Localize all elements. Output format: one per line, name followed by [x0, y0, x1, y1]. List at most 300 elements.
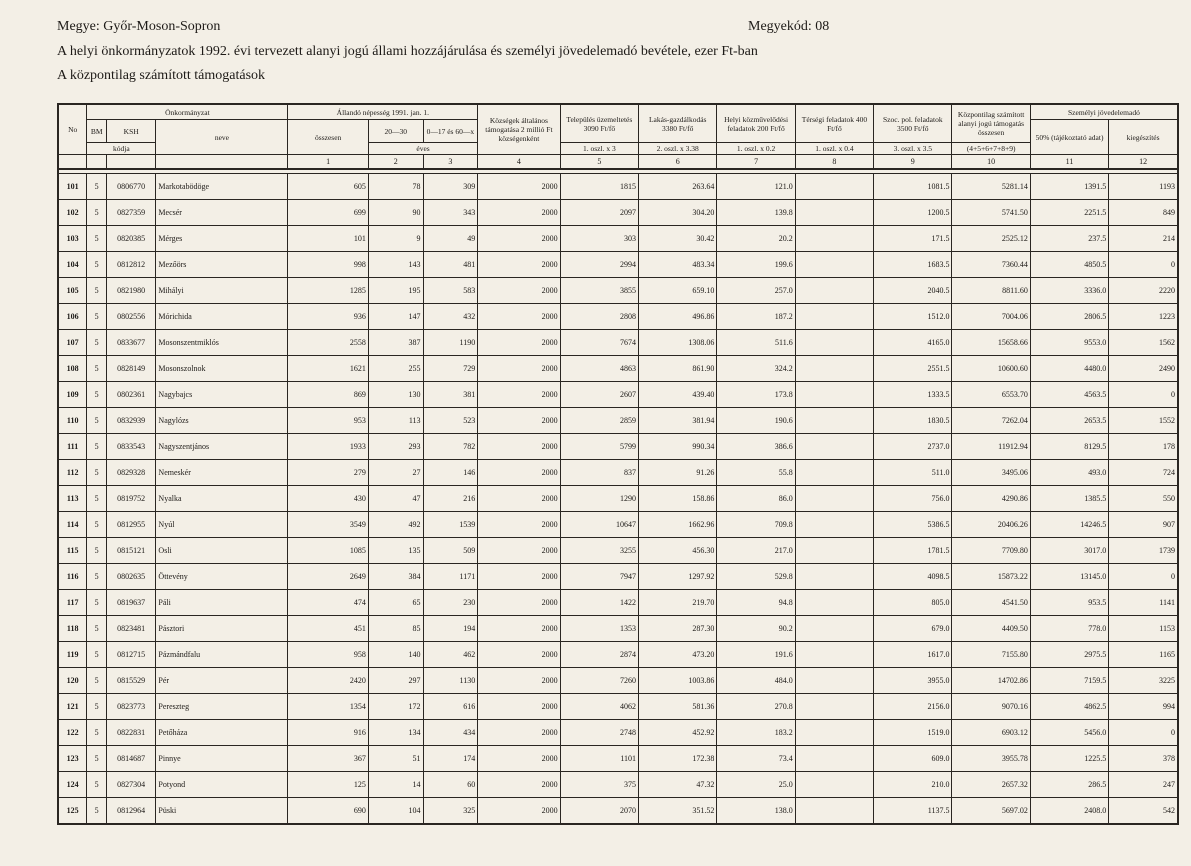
- population-total-cell: 916: [288, 720, 368, 746]
- col-4-header: Községek általános támogatása 2 millió Ft községenként: [478, 104, 560, 155]
- settlement-operation-cell: 4062: [560, 694, 638, 720]
- population-20-30-cell: 47: [368, 486, 423, 512]
- population-20-30-cell: 104: [368, 798, 423, 825]
- row-number-cell: 117: [58, 590, 87, 616]
- social-policy-cell: 5386.5: [874, 512, 952, 538]
- population-total-cell: 125: [288, 772, 368, 798]
- municipality-name-cell: Pázmándfalu: [156, 642, 288, 668]
- social-policy-cell: 1683.5: [874, 252, 952, 278]
- supplement-cell: 1552: [1109, 408, 1178, 434]
- ksh-code-cell: 0833677: [106, 330, 155, 356]
- regional-tasks-cell: [795, 590, 873, 616]
- local-culture-cell: 94.8: [717, 590, 795, 616]
- village-support-cell: 2000: [478, 382, 560, 408]
- pit-50-percent-cell: 8129.5: [1030, 434, 1108, 460]
- supplement-cell: 542: [1109, 798, 1178, 825]
- municipality-name-cell: Mezőörs: [156, 252, 288, 278]
- col-1-header: összesen: [288, 120, 368, 155]
- village-support-cell: 2000: [478, 304, 560, 330]
- population-0-17-60-cell: 1539: [423, 512, 478, 538]
- municipality-name-cell: Pereszteg: [156, 694, 288, 720]
- municipality-name-cell: Osli: [156, 538, 288, 564]
- regional-tasks-cell: [795, 798, 873, 825]
- local-culture-cell: 386.6: [717, 434, 795, 460]
- population-0-17-60-cell: 583: [423, 278, 478, 304]
- bm-code-cell: 5: [87, 330, 107, 356]
- col-ksh-blank: [106, 155, 155, 170]
- population-total-cell: 936: [288, 304, 368, 330]
- supplement-cell: 1562: [1109, 330, 1178, 356]
- central-total-cell: 10600.60: [952, 356, 1030, 382]
- pit-50-percent-cell: 4480.0: [1030, 356, 1108, 382]
- settlement-operation-cell: 5799: [560, 434, 638, 460]
- bm-code-cell: 5: [87, 512, 107, 538]
- village-support-cell: 2000: [478, 590, 560, 616]
- social-policy-cell: 210.0: [874, 772, 952, 798]
- supplement-cell: 3225: [1109, 668, 1178, 694]
- population-0-17-60-cell: 509: [423, 538, 478, 564]
- col-name-blank: [156, 155, 288, 170]
- bm-code-cell: 5: [87, 798, 107, 825]
- bm-code-cell: 5: [87, 590, 107, 616]
- supplement-cell: 849: [1109, 200, 1178, 226]
- population-20-30-cell: 195: [368, 278, 423, 304]
- population-0-17-60-cell: 729: [423, 356, 478, 382]
- ksh-code-cell: 0819752: [106, 486, 155, 512]
- col-number-4: 4: [478, 155, 560, 170]
- row-number-cell: 101: [58, 174, 87, 200]
- settlement-operation-cell: 2097: [560, 200, 638, 226]
- ksh-code-cell: 0814687: [106, 746, 155, 772]
- social-policy-cell: 1137.5: [874, 798, 952, 825]
- population-total-cell: 279: [288, 460, 368, 486]
- population-0-17-60-cell: 146: [423, 460, 478, 486]
- municipality-name-cell: Nemeskér: [156, 460, 288, 486]
- supplement-cell: 1141: [1109, 590, 1178, 616]
- table-row: [58, 798, 1178, 825]
- social-policy-cell: 1081.5: [874, 174, 952, 200]
- table-row: [58, 174, 1178, 200]
- regional-tasks-cell: [795, 642, 873, 668]
- col-8-formula: 1. oszl. x 0.4: [795, 143, 873, 155]
- population-total-cell: 2558: [288, 330, 368, 356]
- local-culture-cell: 73.4: [717, 746, 795, 772]
- col-ksh-header: KSH: [106, 120, 155, 143]
- ksh-code-cell: 0827359: [106, 200, 155, 226]
- regional-tasks-cell: [795, 434, 873, 460]
- col-no-blank: [58, 155, 87, 170]
- village-support-cell: 2000: [478, 252, 560, 278]
- housing-cell: 473.20: [639, 642, 717, 668]
- population-0-17-60-cell: 381: [423, 382, 478, 408]
- central-total-cell: 15873.22: [952, 564, 1030, 590]
- row-number-cell: 121: [58, 694, 87, 720]
- ksh-code-cell: 0812955: [106, 512, 155, 538]
- row-number-cell: 112: [58, 460, 87, 486]
- row-number-cell: 119: [58, 642, 87, 668]
- regional-tasks-cell: [795, 226, 873, 252]
- local-culture-cell: 25.0: [717, 772, 795, 798]
- col-number-9: 9: [874, 155, 952, 170]
- population-0-17-60-cell: 1130: [423, 668, 478, 694]
- population-total-cell: 953: [288, 408, 368, 434]
- population-20-30-cell: 113: [368, 408, 423, 434]
- supplement-cell: 550: [1109, 486, 1178, 512]
- central-total-cell: 3495.06: [952, 460, 1030, 486]
- population-20-30-cell: 387: [368, 330, 423, 356]
- col-number-12: 12: [1109, 155, 1178, 170]
- settlement-operation-cell: 7947: [560, 564, 638, 590]
- housing-cell: 439.40: [639, 382, 717, 408]
- col-7-formula: 1. oszl. x 0.2: [717, 143, 795, 155]
- regional-tasks-cell: [795, 512, 873, 538]
- supplement-cell: 0: [1109, 720, 1178, 746]
- population-20-30-cell: 147: [368, 304, 423, 330]
- table-row: [58, 278, 1178, 304]
- population-total-cell: 101: [288, 226, 368, 252]
- housing-cell: 263.64: [639, 174, 717, 200]
- village-support-cell: 2000: [478, 200, 560, 226]
- population-total-cell: 690: [288, 798, 368, 825]
- pit-50-percent-cell: 286.5: [1030, 772, 1108, 798]
- population-0-17-60-cell: 1190: [423, 330, 478, 356]
- population-0-17-60-cell: 1171: [423, 564, 478, 590]
- local-culture-cell: 90.2: [717, 616, 795, 642]
- table-row: [58, 720, 1178, 746]
- col-code-header: kódja: [87, 143, 156, 155]
- supplement-cell: 1739: [1109, 538, 1178, 564]
- municipality-name-cell: Páli: [156, 590, 288, 616]
- bm-code-cell: 5: [87, 304, 107, 330]
- row-number-cell: 103: [58, 226, 87, 252]
- central-total-cell: 5741.50: [952, 200, 1030, 226]
- col-7-header: Helyi közművelődési feladatok 200 Ft/fő: [717, 104, 795, 143]
- municipality-name-cell: Mosonszolnok: [156, 356, 288, 382]
- row-number-cell: 114: [58, 512, 87, 538]
- housing-cell: 1662.96: [639, 512, 717, 538]
- municipality-name-cell: Mecsér: [156, 200, 288, 226]
- social-policy-cell: 4165.0: [874, 330, 952, 356]
- col-10-header: Központilag számított alanyi jogú támogatás összesen: [952, 104, 1030, 143]
- municipality-name-cell: Nyúl: [156, 512, 288, 538]
- population-0-17-60-cell: 230: [423, 590, 478, 616]
- table-row: [58, 590, 1178, 616]
- ksh-code-cell: 0833543: [106, 434, 155, 460]
- col-number-2: 2: [368, 155, 423, 170]
- population-total-cell: 1085: [288, 538, 368, 564]
- population-total-cell: 869: [288, 382, 368, 408]
- population-0-17-60-cell: 782: [423, 434, 478, 460]
- village-support-cell: 2000: [478, 486, 560, 512]
- ksh-code-cell: 0821980: [106, 278, 155, 304]
- regional-tasks-cell: [795, 408, 873, 434]
- ksh-code-cell: 0832939: [106, 408, 155, 434]
- bm-code-cell: 5: [87, 408, 107, 434]
- bm-code-cell: 5: [87, 746, 107, 772]
- pit-50-percent-cell: 2408.0: [1030, 798, 1108, 825]
- municipality-name-cell: Mórichida: [156, 304, 288, 330]
- village-support-cell: 2000: [478, 694, 560, 720]
- ksh-code-cell: 0812964: [106, 798, 155, 825]
- housing-cell: 861.90: [639, 356, 717, 382]
- settlement-operation-cell: 1290: [560, 486, 638, 512]
- municipality-name-cell: Mosonszentmiklós: [156, 330, 288, 356]
- settlement-operation-cell: 837: [560, 460, 638, 486]
- municipality-name-cell: Püski: [156, 798, 288, 825]
- pit-50-percent-cell: 2806.5: [1030, 304, 1108, 330]
- table-row: [58, 642, 1178, 668]
- central-total-cell: 14702.86: [952, 668, 1030, 694]
- village-support-cell: 2000: [478, 460, 560, 486]
- population-total-cell: 1354: [288, 694, 368, 720]
- ksh-code-cell: 0802556: [106, 304, 155, 330]
- village-support-cell: 2000: [478, 798, 560, 825]
- supplement-cell: 0: [1109, 564, 1178, 590]
- col-years-header: éves: [368, 143, 477, 155]
- local-culture-cell: 484.0: [717, 668, 795, 694]
- row-number-cell: 106: [58, 304, 87, 330]
- housing-cell: 496.86: [639, 304, 717, 330]
- regional-tasks-cell: [795, 772, 873, 798]
- regional-tasks-cell: [795, 330, 873, 356]
- row-number-cell: 123: [58, 746, 87, 772]
- village-support-cell: 2000: [478, 278, 560, 304]
- housing-cell: 381.94: [639, 408, 717, 434]
- bm-code-cell: 5: [87, 538, 107, 564]
- local-culture-cell: 139.8: [717, 200, 795, 226]
- pit-50-percent-cell: 493.0: [1030, 460, 1108, 486]
- row-number-cell: 107: [58, 330, 87, 356]
- table-row: [58, 200, 1178, 226]
- col-6-header: Lakás-gazdálkodás 3380 Ft/fő: [639, 104, 717, 143]
- population-20-30-cell: 134: [368, 720, 423, 746]
- table-row: [58, 408, 1178, 434]
- population-20-30-cell: 140: [368, 642, 423, 668]
- municipality-name-cell: Nagylózs: [156, 408, 288, 434]
- local-culture-cell: 511.6: [717, 330, 795, 356]
- ksh-code-cell: 0815121: [106, 538, 155, 564]
- settlement-operation-cell: 4863: [560, 356, 638, 382]
- population-total-cell: 451: [288, 616, 368, 642]
- regional-tasks-cell: [795, 356, 873, 382]
- table-row: [58, 356, 1178, 382]
- municipality-name-cell: Öttevény: [156, 564, 288, 590]
- table-row: [58, 564, 1178, 590]
- settlement-operation-cell: 2607: [560, 382, 638, 408]
- pit-50-percent-cell: 9553.0: [1030, 330, 1108, 356]
- social-policy-cell: 1830.5: [874, 408, 952, 434]
- population-0-17-60-cell: 616: [423, 694, 478, 720]
- table-row: [58, 434, 1178, 460]
- housing-cell: 1308.06: [639, 330, 717, 356]
- pit-50-percent-cell: 1385.5: [1030, 486, 1108, 512]
- population-0-17-60-cell: 194: [423, 616, 478, 642]
- social-policy-cell: 2737.0: [874, 434, 952, 460]
- municipality-name-cell: Nagybajcs: [156, 382, 288, 408]
- col-11-header: 50% (tájékoztató adat): [1030, 120, 1108, 155]
- ksh-code-cell: 0823773: [106, 694, 155, 720]
- bm-code-cell: 5: [87, 278, 107, 304]
- central-total-cell: 7004.06: [952, 304, 1030, 330]
- ksh-code-cell: 0828149: [106, 356, 155, 382]
- population-20-30-cell: 135: [368, 538, 423, 564]
- table-row: [58, 460, 1178, 486]
- population-total-cell: 1285: [288, 278, 368, 304]
- settlement-operation-cell: 1101: [560, 746, 638, 772]
- local-culture-cell: 324.2: [717, 356, 795, 382]
- row-number-cell: 116: [58, 564, 87, 590]
- population-20-30-cell: 85: [368, 616, 423, 642]
- row-number-cell: 105: [58, 278, 87, 304]
- housing-cell: 30.42: [639, 226, 717, 252]
- col-9-header: Szoc. pol. feladatok 3500 Ft/fő: [874, 104, 952, 143]
- col-10-formula: (4+5+6+7+8+9): [952, 143, 1030, 155]
- central-total-cell: 3955.78: [952, 746, 1030, 772]
- pit-50-percent-cell: 2975.5: [1030, 642, 1108, 668]
- row-number-cell: 120: [58, 668, 87, 694]
- settlement-operation-cell: 2859: [560, 408, 638, 434]
- population-0-17-60-cell: 432: [423, 304, 478, 330]
- ksh-code-cell: 0802361: [106, 382, 155, 408]
- col-2-header: 20—30: [368, 120, 423, 143]
- local-culture-cell: 199.6: [717, 252, 795, 278]
- population-total-cell: 3549: [288, 512, 368, 538]
- ksh-code-cell: 0806770: [106, 174, 155, 200]
- local-culture-cell: 190.6: [717, 408, 795, 434]
- row-number-cell: 111: [58, 434, 87, 460]
- col-5-header: Település üzemeltetés 3090 Ft/fő: [560, 104, 638, 143]
- table-row: [58, 668, 1178, 694]
- population-20-30-cell: 172: [368, 694, 423, 720]
- regional-tasks-cell: [795, 720, 873, 746]
- ksh-code-cell: 0827304: [106, 772, 155, 798]
- regional-tasks-cell: [795, 746, 873, 772]
- pit-50-percent-cell: 1225.5: [1030, 746, 1108, 772]
- pit-50-percent-cell: 13145.0: [1030, 564, 1108, 590]
- population-total-cell: 430: [288, 486, 368, 512]
- col-number-3: 3: [423, 155, 478, 170]
- regional-tasks-cell: [795, 304, 873, 330]
- central-total-cell: 15658.66: [952, 330, 1030, 356]
- social-policy-cell: 171.5: [874, 226, 952, 252]
- central-total-cell: 7709.80: [952, 538, 1030, 564]
- local-culture-cell: 138.0: [717, 798, 795, 825]
- ksh-code-cell: 0822831: [106, 720, 155, 746]
- table-row: [58, 330, 1178, 356]
- municipality-name-cell: Mérges: [156, 226, 288, 252]
- ksh-code-cell: 0812715: [106, 642, 155, 668]
- housing-cell: 452.92: [639, 720, 717, 746]
- ksh-code-cell: 0829328: [106, 460, 155, 486]
- settlement-operation-cell: 2874: [560, 642, 638, 668]
- social-policy-cell: 1333.5: [874, 382, 952, 408]
- local-culture-cell: 55.8: [717, 460, 795, 486]
- municipality-name-cell: Potyond: [156, 772, 288, 798]
- municipality-name-cell: Markotabödöge: [156, 174, 288, 200]
- row-number-cell: 113: [58, 486, 87, 512]
- population-0-17-60-cell: 174: [423, 746, 478, 772]
- housing-cell: 287.30: [639, 616, 717, 642]
- regional-tasks-cell: [795, 382, 873, 408]
- pit-50-percent-cell: 237.5: [1030, 226, 1108, 252]
- central-total-cell: 8811.60: [952, 278, 1030, 304]
- bm-code-cell: 5: [87, 252, 107, 278]
- bm-code-cell: 5: [87, 356, 107, 382]
- ksh-code-cell: 0819637: [106, 590, 155, 616]
- central-total-cell: 7155.80: [952, 642, 1030, 668]
- col-name-header: neve: [156, 120, 288, 155]
- supplement-cell: 1223: [1109, 304, 1178, 330]
- col-number-1: 1: [288, 155, 368, 170]
- settlement-operation-cell: 7260: [560, 668, 638, 694]
- pit-50-percent-cell: 2251.5: [1030, 200, 1108, 226]
- municipality-name-cell: Pinnye: [156, 746, 288, 772]
- settlement-operation-cell: 2748: [560, 720, 638, 746]
- social-policy-cell: 2040.5: [874, 278, 952, 304]
- population-0-17-60-cell: 49: [423, 226, 478, 252]
- ksh-code-cell: 0802635: [106, 564, 155, 590]
- regional-tasks-cell: [795, 460, 873, 486]
- village-support-cell: 2000: [478, 720, 560, 746]
- row-number-cell: 115: [58, 538, 87, 564]
- table-row: [58, 486, 1178, 512]
- row-number-cell: 102: [58, 200, 87, 226]
- col-population-header: Állandó népesség 1991. jan. 1.: [288, 104, 478, 120]
- bm-code-cell: 5: [87, 486, 107, 512]
- col-number-5: 5: [560, 155, 638, 170]
- population-20-30-cell: 27: [368, 460, 423, 486]
- population-0-17-60-cell: 462: [423, 642, 478, 668]
- document-title: A helyi önkormányzatok 1992. évi tervezett alanyi jogú állami hozzájárulása és személyi jövedelemadó bevétele, ezer Ft-ban: [57, 44, 758, 59]
- village-support-cell: 2000: [478, 538, 560, 564]
- table-row: [58, 772, 1178, 798]
- population-20-30-cell: 297: [368, 668, 423, 694]
- bm-code-cell: 5: [87, 668, 107, 694]
- supplement-cell: 2490: [1109, 356, 1178, 382]
- table-row: [58, 512, 1178, 538]
- village-support-cell: 2000: [478, 512, 560, 538]
- village-support-cell: 2000: [478, 174, 560, 200]
- col-12-header: kiegészítés: [1109, 120, 1178, 155]
- settlement-operation-cell: 2994: [560, 252, 638, 278]
- settlement-operation-cell: 7674: [560, 330, 638, 356]
- population-0-17-60-cell: 523: [423, 408, 478, 434]
- local-culture-cell: 257.0: [717, 278, 795, 304]
- central-total-cell: 7360.44: [952, 252, 1030, 278]
- table-row: [58, 226, 1178, 252]
- regional-tasks-cell: [795, 252, 873, 278]
- row-number-cell: 118: [58, 616, 87, 642]
- local-culture-cell: 86.0: [717, 486, 795, 512]
- housing-cell: 47.32: [639, 772, 717, 798]
- housing-cell: 1003.86: [639, 668, 717, 694]
- ksh-code-cell: 0812812: [106, 252, 155, 278]
- settlement-operation-cell: 303: [560, 226, 638, 252]
- municipality-name-cell: Pásztori: [156, 616, 288, 642]
- population-20-30-cell: 492: [368, 512, 423, 538]
- supplement-cell: 214: [1109, 226, 1178, 252]
- col-number-10: 10: [952, 155, 1030, 170]
- central-total-cell: 4290.86: [952, 486, 1030, 512]
- local-culture-cell: 173.8: [717, 382, 795, 408]
- housing-cell: 304.20: [639, 200, 717, 226]
- supplement-cell: 1165: [1109, 642, 1178, 668]
- table-header: [58, 104, 1178, 169]
- col-9-formula: 3. oszl. x 3.5: [874, 143, 952, 155]
- settlement-operation-cell: 1422: [560, 590, 638, 616]
- col-8-header: Térségi feladatok 400 Ft/fő: [795, 104, 873, 143]
- regional-tasks-cell: [795, 174, 873, 200]
